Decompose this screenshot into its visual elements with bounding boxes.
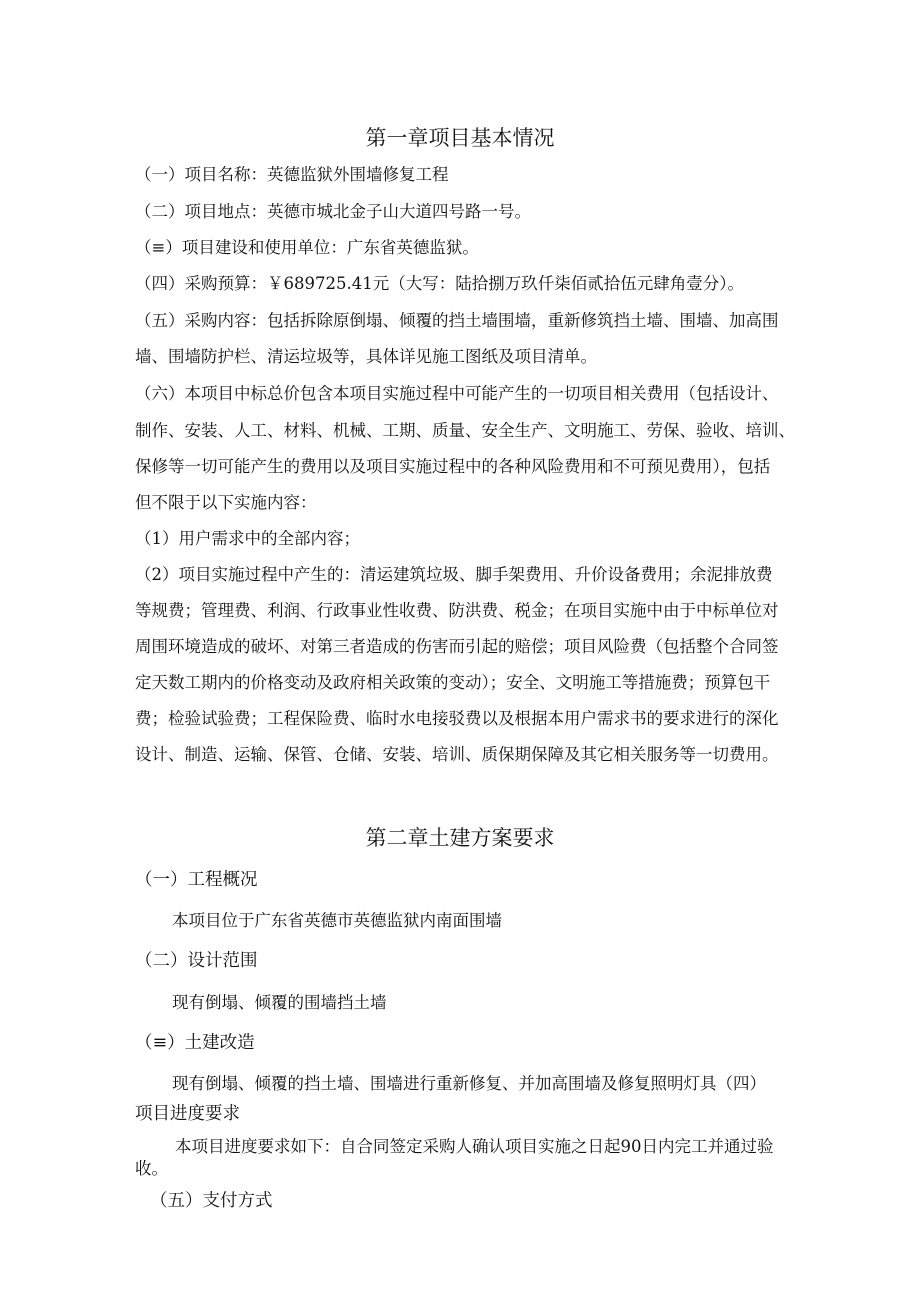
section-schedule-text-line-1: 本项目进度要求如下：自合同签定采购人确认项目实施之日起90日内完工并通过验 bbox=[175, 1137, 774, 1156]
item-project-name: （一）项目名称：英德监狱外围墙修复工程 bbox=[135, 165, 449, 184]
section-civil-heading: （≡）土建改造 bbox=[135, 1033, 255, 1053]
sub-item-2-line-1: （2）项目实施过程中产生的：清运建筑垃圾、脚手架费用、升价设备费用；余泥排放费 bbox=[135, 565, 773, 584]
item-project-unit: （≡）项目建设和使用单位：广东省英德监狱。 bbox=[135, 238, 479, 257]
item-price-line-3: 保修等一切可能产生的费用以及项目实施过程中的各种风险费用和不可预见费用），包括 bbox=[135, 457, 771, 476]
section-schedule-text-line-2: 收。 bbox=[135, 1159, 168, 1178]
chapter-1-title: 第一章项目基本情况 bbox=[365, 126, 555, 150]
section-payment-heading: （五）支付方式 bbox=[150, 1191, 273, 1211]
sub-item-2-line-2: 等规费；管理费、利润、行政事业性收费、防洪费、税金；在项目实施中由于中标单位对 bbox=[135, 601, 779, 620]
section-overview-text: 本项目位于广东省英德市英德监狱内南面围墙 bbox=[172, 911, 502, 930]
item-content-line-2: 墙、围墙防护栏、清运垃圾等，具体详见施工图纸及项目清单。 bbox=[135, 347, 597, 366]
item-content-line-1: （五）采购内容：包括拆除原倒塌、倾覆的挡土墙围墙，重新修筑挡土墙、围墙、加高围 bbox=[135, 311, 779, 330]
item-price-line-2: 制作、安装、人工、材料、机械、工期、质量、安全生产、文明施工、劳保、验收、培训、 bbox=[135, 421, 795, 440]
item-budget: （四）采购预算：￥689725.41元（大写：陆拾捌万玖仟柒佰贰拾伍元肆角壹分）。 bbox=[135, 274, 744, 293]
sub-item-1: （1）用户需求中的全部内容； bbox=[135, 529, 360, 548]
section-civil-text: 现有倒塌、倾覆的挡土墙、围墙进行重新修复、并加高围墙及修复照明灯具（四） bbox=[172, 1074, 766, 1093]
section-overview-heading: （一）工程概况 bbox=[135, 870, 258, 890]
section-design-heading: （二）设计范围 bbox=[135, 951, 258, 971]
item-project-location: （二）项目地点：英德市城北金子山大道四号路一号。 bbox=[135, 202, 531, 221]
sub-item-2-line-5: 费；检验试验费；工程保险费、临时水电接驳费以及根据本用户需求书的要求进行的深化 bbox=[135, 709, 779, 728]
item-price-line-1: （六）本项目中标总价包含本项目实施过程中可能产生的一切项目相关费用（包括设计、 bbox=[135, 384, 779, 403]
chapter-2-title: 第二章土建方案要求 bbox=[365, 826, 555, 850]
sub-item-2-line-3: 周围环境造成的破坏、对第三者造成的伤害而引起的赔偿；项目风险费（包括整个合同签 bbox=[135, 637, 779, 656]
sub-item-2-line-4: 定天数工期内的价格变动及政府相关政策的变动）；安全、文明施工等措施费；预算包干 bbox=[135, 673, 771, 692]
section-schedule-heading: 项目进度要求 bbox=[135, 1104, 240, 1124]
item-price-line-4: 但不限于以下实施内容： bbox=[135, 493, 317, 512]
sub-item-2-line-6: 设计、制造、运输、保管、仓储、安装、培训、质保期保障及其它相关服务等一切费用。 bbox=[135, 745, 779, 764]
section-design-text: 现有倒塌、倾覆的围墙挡土墙 bbox=[172, 993, 387, 1012]
